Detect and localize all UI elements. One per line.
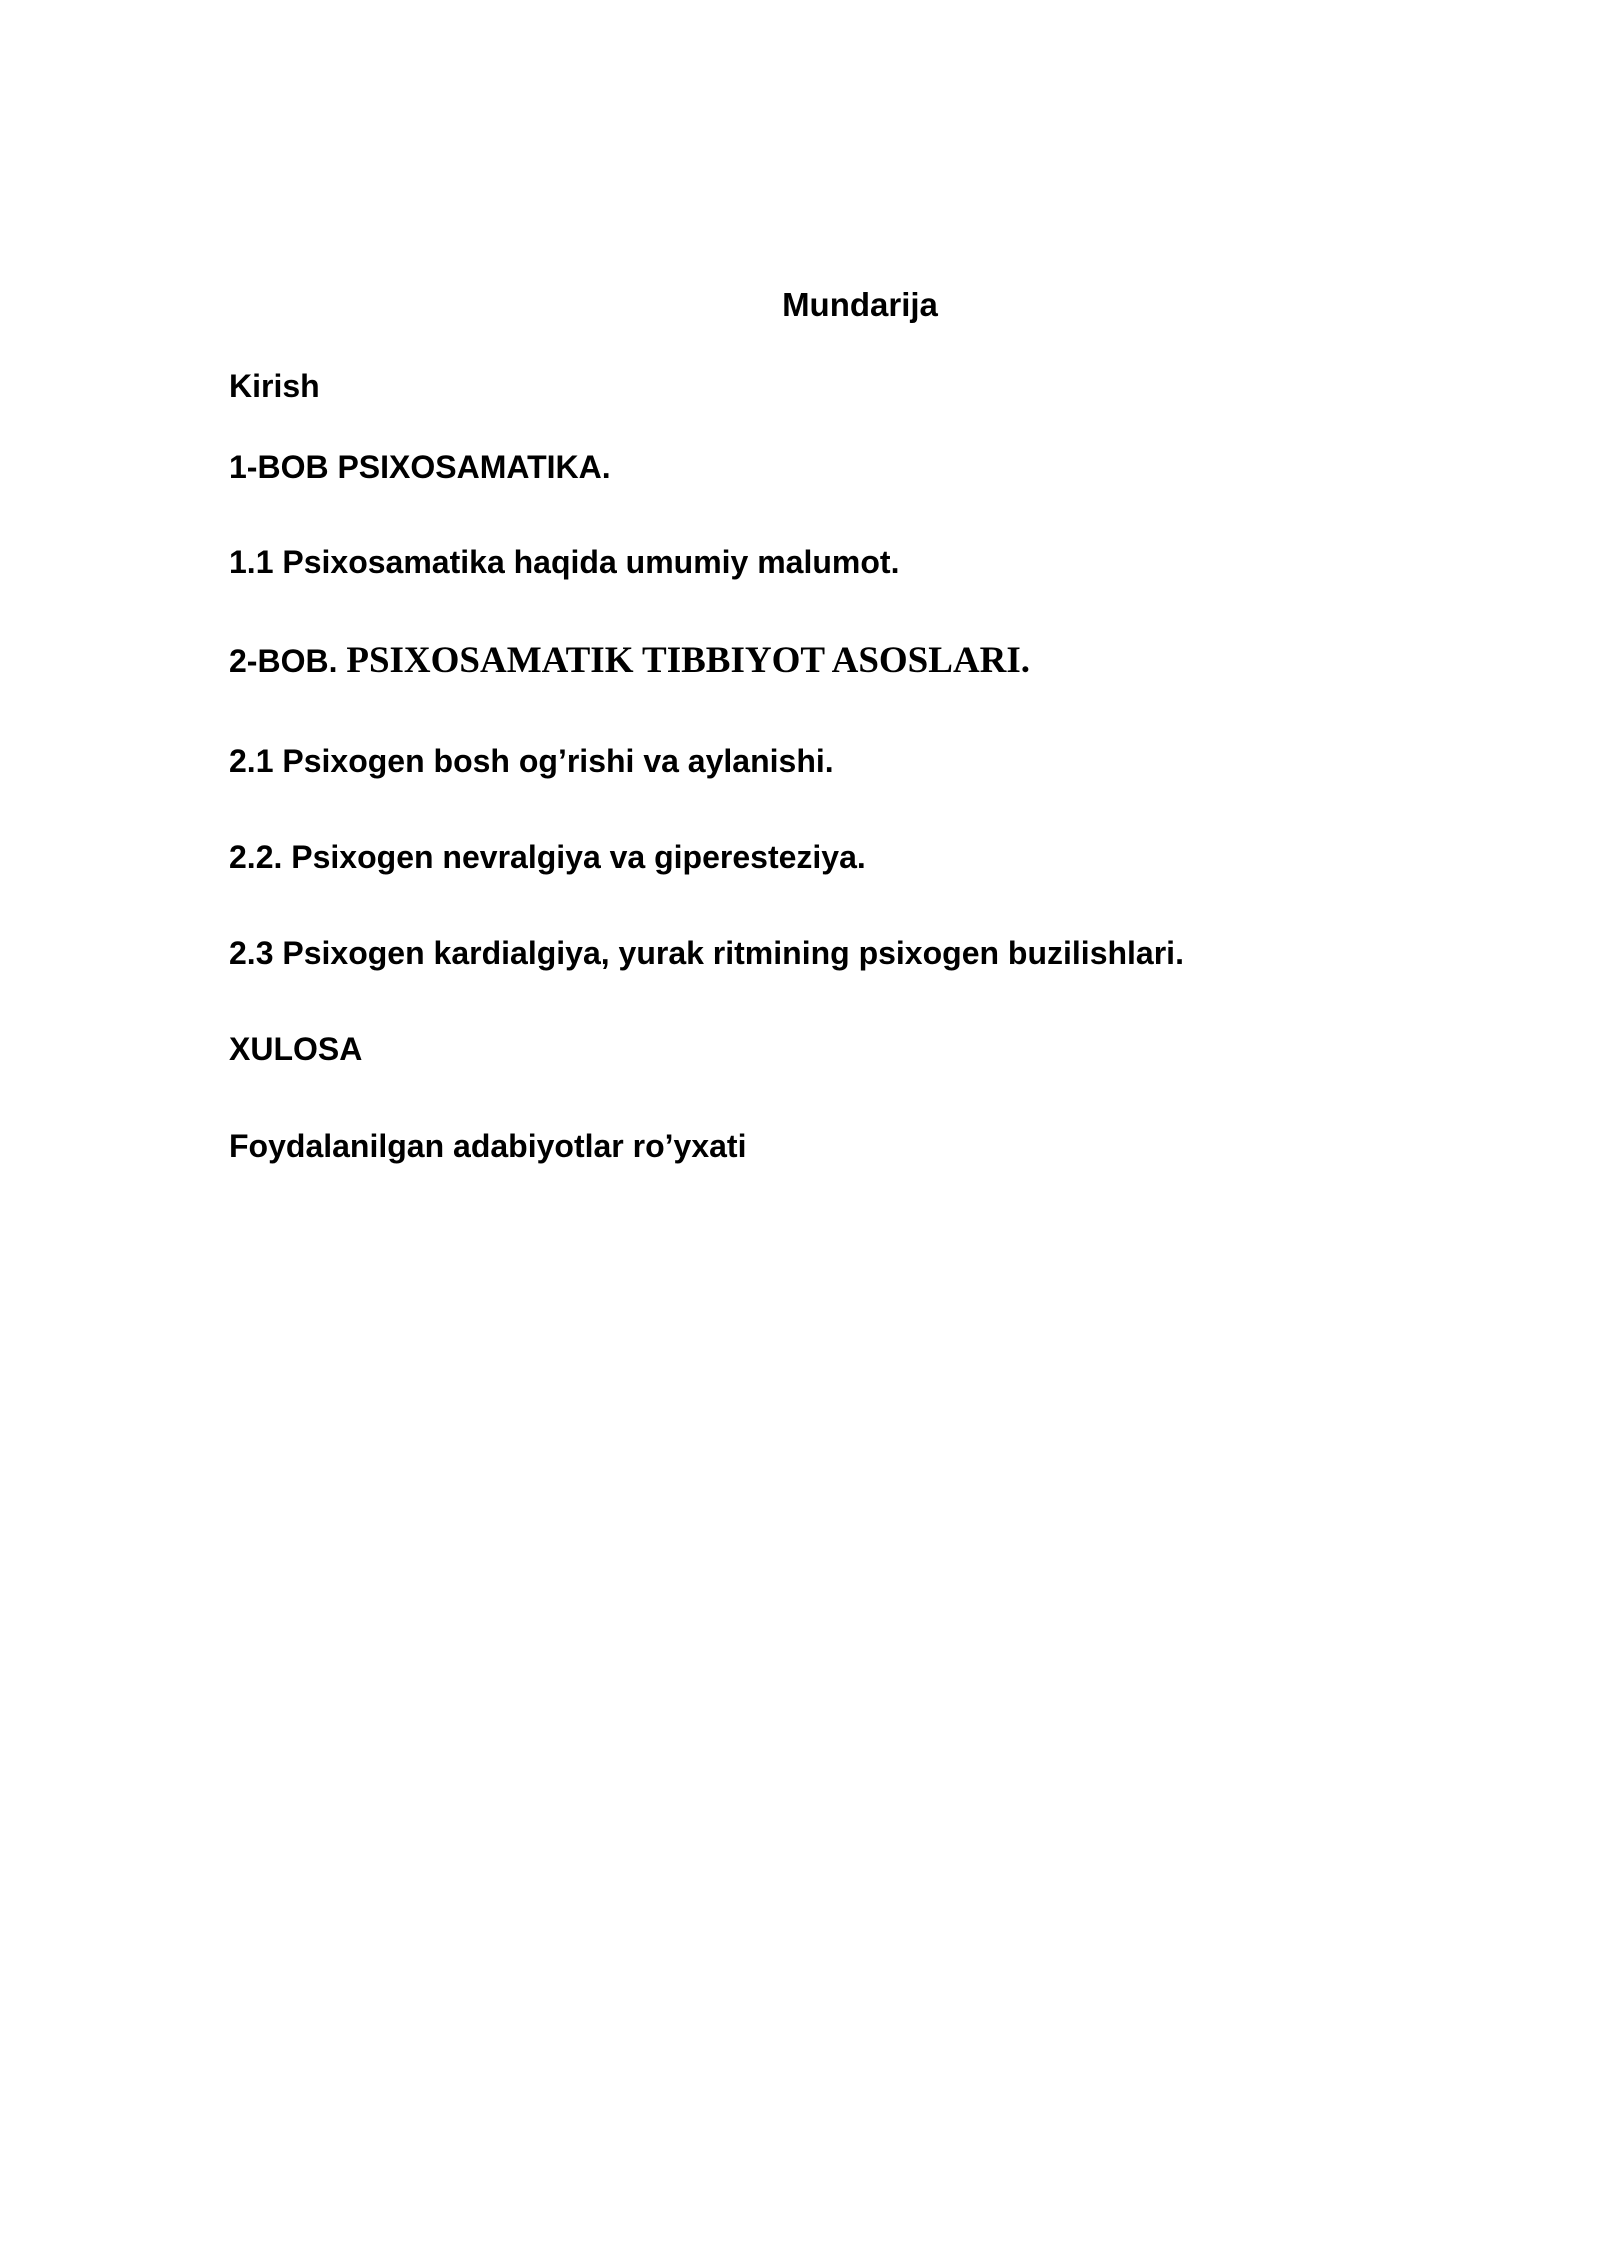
toc-entry-section-2-1: 2.1 Psixogen bosh og’rishi va aylanishi. xyxy=(229,743,834,779)
toc-entry-references: Foydalanilgan adabiyotlar ro’yxati xyxy=(229,1128,747,1164)
toc-entry-section-2-2: 2.2. Psixogen nevralgiya va giperesteziya. xyxy=(229,839,866,875)
toc-entry-chapter-2 xyxy=(229,641,1030,681)
toc-entry-chapter-2-prefix: 2-BOB. xyxy=(229,643,347,679)
toc-heading: Mundarija xyxy=(782,286,938,323)
toc-entry-section-1-1: 1.1 Psixosamatika haqida umumiy malumot. xyxy=(229,544,900,580)
toc-entry-chapter-1: 1-BOB PSIXOSAMATIKA. xyxy=(229,449,611,485)
toc-entry-intro: Kirish xyxy=(229,368,320,404)
toc-entry-section-2-3: 2.3 Psixogen kardialgiya, yurak ritmining psixogen buzilishlari. xyxy=(229,935,1184,971)
toc-entry-chapter-2-title: PSIXOSAMATIK TIBBIYOT ASOSLARI. xyxy=(346,640,1031,681)
toc-entry-conclusion: XULOSA xyxy=(229,1031,363,1067)
